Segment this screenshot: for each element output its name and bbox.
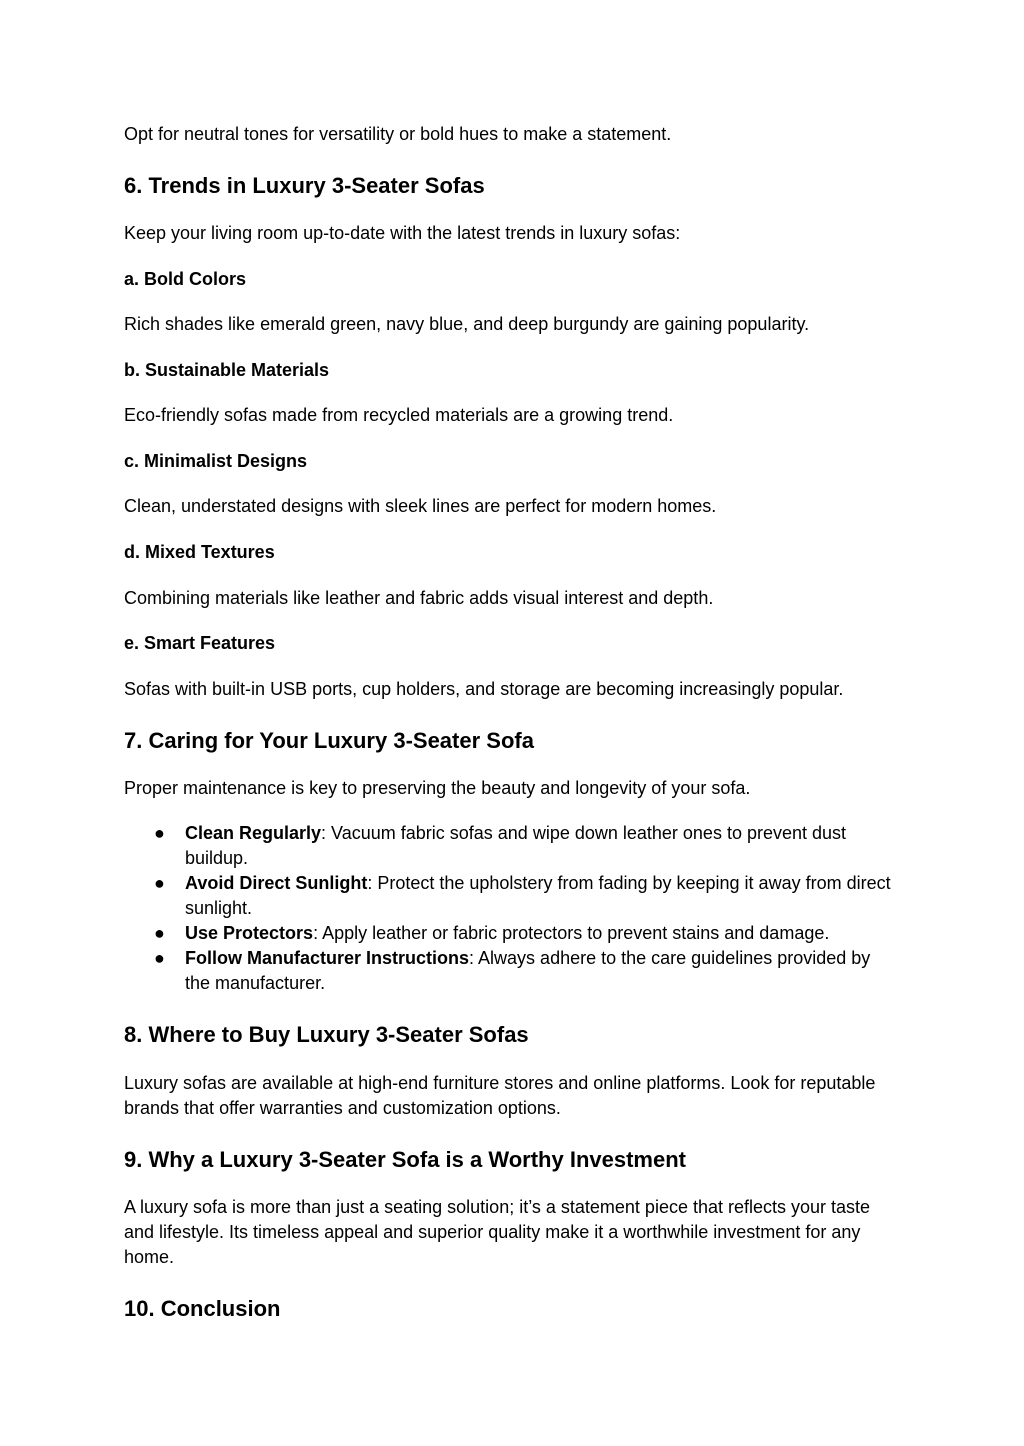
bullet-bold-label: Use Protectors	[185, 923, 314, 943]
section-8-text: Luxury sofas are available at high-end furniture stores and online platforms. Look for reputable brands that offer warranties and customization options.	[124, 1073, 876, 1118]
list-item	[124, 946, 894, 996]
trend-b-title: b. Sustainable Materials	[124, 360, 330, 380]
bullet-bold-label: Clean Regularly	[185, 823, 322, 843]
section-10-heading: 10. Conclusion	[124, 1296, 281, 1321]
section-9-heading: 9. Why a Luxury 3-Seater Sofa is a Worthy Investment	[124, 1147, 686, 1172]
section-7-heading: 7. Caring for Your Luxury 3-Seater Sofa	[124, 728, 534, 753]
care-bullet-list	[124, 821, 894, 996]
bullet-icon: ●	[154, 823, 165, 843]
section-9-text: A luxury sofa is more than just a seating solution; it’s a statement piece that reflects your taste and lifestyle. Its timeless appeal and superior quality make it a worthwhile investment for any home.	[124, 1197, 871, 1267]
list-item	[124, 821, 894, 871]
intro-paragraph: Opt for neutral tones for versatility or bold hues to make a statement.	[124, 124, 672, 144]
bullet-text: : Protect the upholstery from fading by keeping it away from direct sunlight.	[185, 873, 891, 918]
trend-b-text: Eco-friendly sofas made from recycled materials are a growing trend.	[124, 405, 674, 425]
section-7-intro: Proper maintenance is key to preserving the beauty and longevity of your sofa.	[124, 778, 751, 798]
bullet-text: : Always adhere to the care guidelines provided by the manufacturer.	[185, 948, 871, 993]
list-item	[124, 921, 894, 946]
list-item	[124, 871, 894, 921]
bullet-icon: ●	[154, 923, 165, 943]
section-6-intro: Keep your living room up-to-date with the latest trends in luxury sofas:	[124, 223, 681, 243]
section-6-heading: 6. Trends in Luxury 3-Seater Sofas	[124, 173, 485, 198]
trend-a-title: a. Bold Colors	[124, 269, 247, 289]
bullet-bold-label: Avoid Direct Sunlight	[185, 873, 368, 893]
section-8-heading: 8. Where to Buy Luxury 3-Seater Sofas	[124, 1022, 529, 1047]
bullet-text: : Apply leather or fabric protectors to prevent stains and damage.	[313, 923, 830, 943]
trend-c-text: Clean, understated designs with sleek lines are perfect for modern homes.	[124, 496, 717, 516]
trend-c-title: c. Minimalist Designs	[124, 451, 308, 471]
bullet-text: : Vacuum fabric sofas and wipe down leather ones to prevent dust buildup.	[185, 823, 847, 868]
trend-e-title: e. Smart Features	[124, 633, 276, 653]
bullet-icon: ●	[154, 873, 165, 893]
trend-d-text: Combining materials like leather and fabric adds visual interest and depth.	[124, 588, 714, 608]
trend-d-title: d. Mixed Textures	[124, 542, 275, 562]
trend-a-text: Rich shades like emerald green, navy blue, and deep burgundy are gaining popularity.	[124, 314, 810, 334]
bullet-icon: ●	[154, 948, 165, 968]
bullet-bold-label: Follow Manufacturer Instructions	[185, 948, 470, 968]
trend-e-text: Sofas with built-in USB ports, cup holders, and storage are becoming increasingly popular.	[124, 679, 844, 699]
